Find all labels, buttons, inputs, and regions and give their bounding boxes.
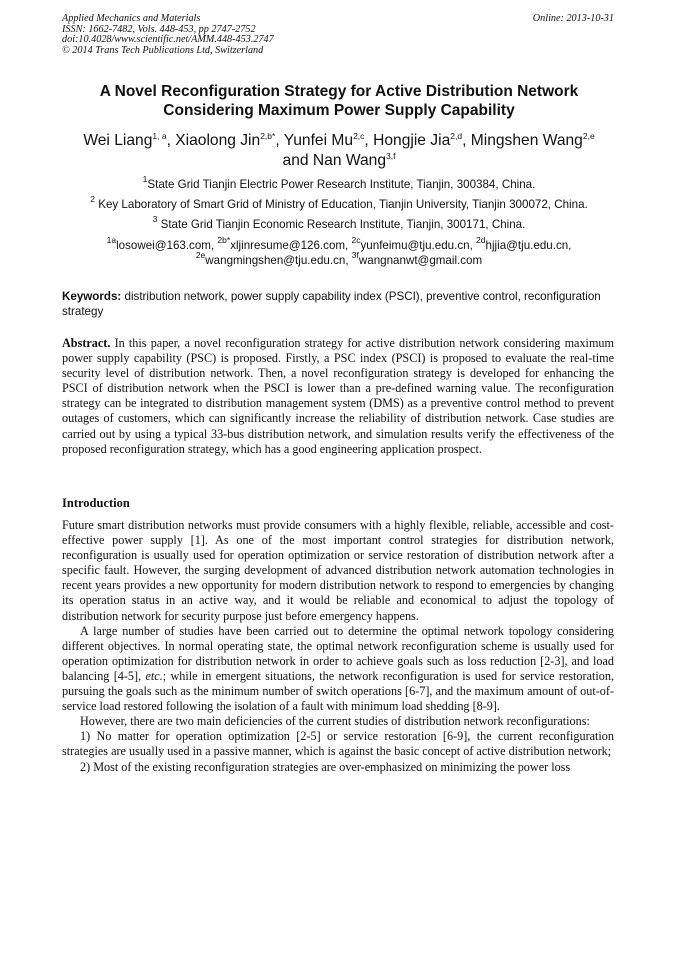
affiliation-3 [40,214,638,232]
email-list [40,235,638,268]
email-line-1 [40,235,638,253]
introduction-body [62,518,614,775]
copyright-line: © 2014 Trans Tech Publications Ltd, Switzerland [62,45,264,57]
email-link[interactable]: xljinresume@126.com, [230,239,349,252]
author-name: Xiaolong Jin [175,132,261,149]
email-link[interactable]: losowei@163.com, [116,239,215,252]
email-link[interactable]: hjjia@tju.edu.cn, [485,239,572,252]
keywords [62,289,614,320]
section-heading-introduction: Introduction [62,496,130,510]
author-affil-sup: 2,e [582,131,595,141]
paper-title [50,82,628,120]
affiliation-sup: 3 [152,214,158,224]
affiliation-text: State Grid Tianjin Electric Power Research Institute, Tianjin, 300384, China. [147,178,536,191]
author-affil-sup: 3,f [386,151,396,161]
email-link[interactable]: yunfeimu@tju.edu.cn, [360,239,473,252]
author-affil-sup: 2,d [450,131,463,141]
email-link[interactable]: wangnanwt@gmail.com [358,254,483,267]
author-affil-sup: 1, a [152,131,167,141]
author-affil-sup: 2,b* [260,131,276,141]
paragraph: However, there are two main deficiencies of the current studies of distribution network reconfigurations: [80,714,590,729]
issn-line: ISSN: 1662-7482, Vols. 448-453, pp 2747-2752 [62,23,256,35]
journal-name: Applied Mechanics and Materials [62,13,201,24]
paragraph [62,624,614,715]
author-list [40,131,638,171]
author-conjunction: and [282,152,309,169]
email-sup: 2b* [217,235,231,245]
online-date: Online: 2013-10-31 [532,13,614,24]
author-name: Nan Wang [312,152,387,169]
keywords-text: distribution network, power supply capability index (PSCI), preventive control, reconfiguration strategy [62,290,601,319]
email-sup: 3f [351,250,359,260]
author-affil-sup: 2,c [353,131,365,141]
abstract [62,336,614,457]
title-line-1: A Novel Reconfiguration Strategy for Active Distribution Network [99,83,579,100]
paragraph-text-italic: etc. [145,668,163,683]
email-sup: 1a [106,235,117,245]
author-line-2 [40,151,638,171]
affiliation-sup: 1 [142,174,148,184]
affiliation-text: Key Laboratory of Smart Grid of Ministry of Education, Tianjin University, Tianjin 300072, China. [98,198,588,211]
keywords-label: Keywords: [62,290,122,303]
author-line-1: Wei Liang$^{1, a}$, Xiaolong Jin$^{2,b*}$, Yunfei Mu$^{2,c}$, Hongjie Jia$^{2,d}$, Mingshen Wang$^{2,e}$ [83,131,595,149]
author-name: Mingshen Wang [470,132,583,149]
journal-header [62,14,614,57]
paragraph: 1) No matter for operation optimization [2-5] or service restoration [6-9], the current reconfiguration strategies are usually used in a passive manner, which is against the basic concept of active distribution network; [62,729,614,759]
paragraph-text: A large number of studies have been carried out to determine the optimal network topology considering different objectives. In normal operating state, the optimal network reconfiguration scheme is usually used for operation optimization for distribution network in order to achieve goals such as loss reduction [2-3], and load balancing [4-5], [62,623,614,683]
author-name: Hongjie Jia [373,132,451,149]
affiliation-text: State Grid Tianjin Economic Research Institute, Tianjin, 300171, China. [160,218,526,231]
affiliation-2 [40,194,638,212]
email-sup: 2d [476,235,486,245]
paragraph: Future smart distribution networks must provide consumers with a highly flexible, reliable, accessible and cost-effective power supply [1]. As one of the most important control strategies for distribution network, reconfiguration is usually used for operation optimization or service restoration of distribution network after a specific fault. However, the surging development of advanced distribution network automation technologies in recent years provides a new opportunity for modern distribution network to respond to emergencies by changing its operation status in an active way, and it would be reliable and economical to adjust the topology of distribution network for security purpose just before emergency happens. [62,518,614,623]
author-name: Yunfei Mu [283,132,354,149]
paragraph-text: ; while in emergent situations, the network reconfiguration is used for service restoration, pursuing the goals such as the minimum number of switch operations [6-7], and the maximum amount of out-of-service load restored following the isolation of a fault with minimum load shedding [8-9]. [62,668,614,714]
abstract-label: Abstract. [62,336,111,350]
doi-line: doi:10.4028/www.scientific.net/AMM.448-453.2747 [62,34,274,46]
author-name: Wei Liang [83,132,153,149]
affiliation-1 [40,174,638,192]
email-link[interactable]: wangmingshen@tju.edu.cn, [205,254,349,267]
paragraph: 2) Most of the existing reconfiguration strategies are over-emphasized on minimizing the power loss [80,759,571,774]
title-line-2: Considering Maximum Power Supply Capability [163,102,515,119]
email-line-2 [40,250,638,268]
email-sup: 2c [351,235,361,245]
abstract-text: In this paper, a novel reconfiguration strategy for active distribution network considering maximum power supply capability (PSC) is proposed. Firstly, a PSC index (PSCI) is proposed to evaluate the real-time security level of distribution network. Then, a novel reconfiguration strategy is developed for enhancing the PSCI of distribution network when the PSCI is lower than a pre-defined warning value. The reconfiguration strategy can be integrated to distribution management system (DMS) as a preventive control method to prevent outages of customers, which can significantly increase the reliability of distribution network. Case studies are carried out by using a typical 33-bus distribution network, and simulation results verify the effectiveness of the proposed reconfiguration strategy, which has a good engineering application prospect. [62,336,614,456]
affiliation-sup: 2 [90,194,95,204]
email-sup: 2e [195,250,206,260]
